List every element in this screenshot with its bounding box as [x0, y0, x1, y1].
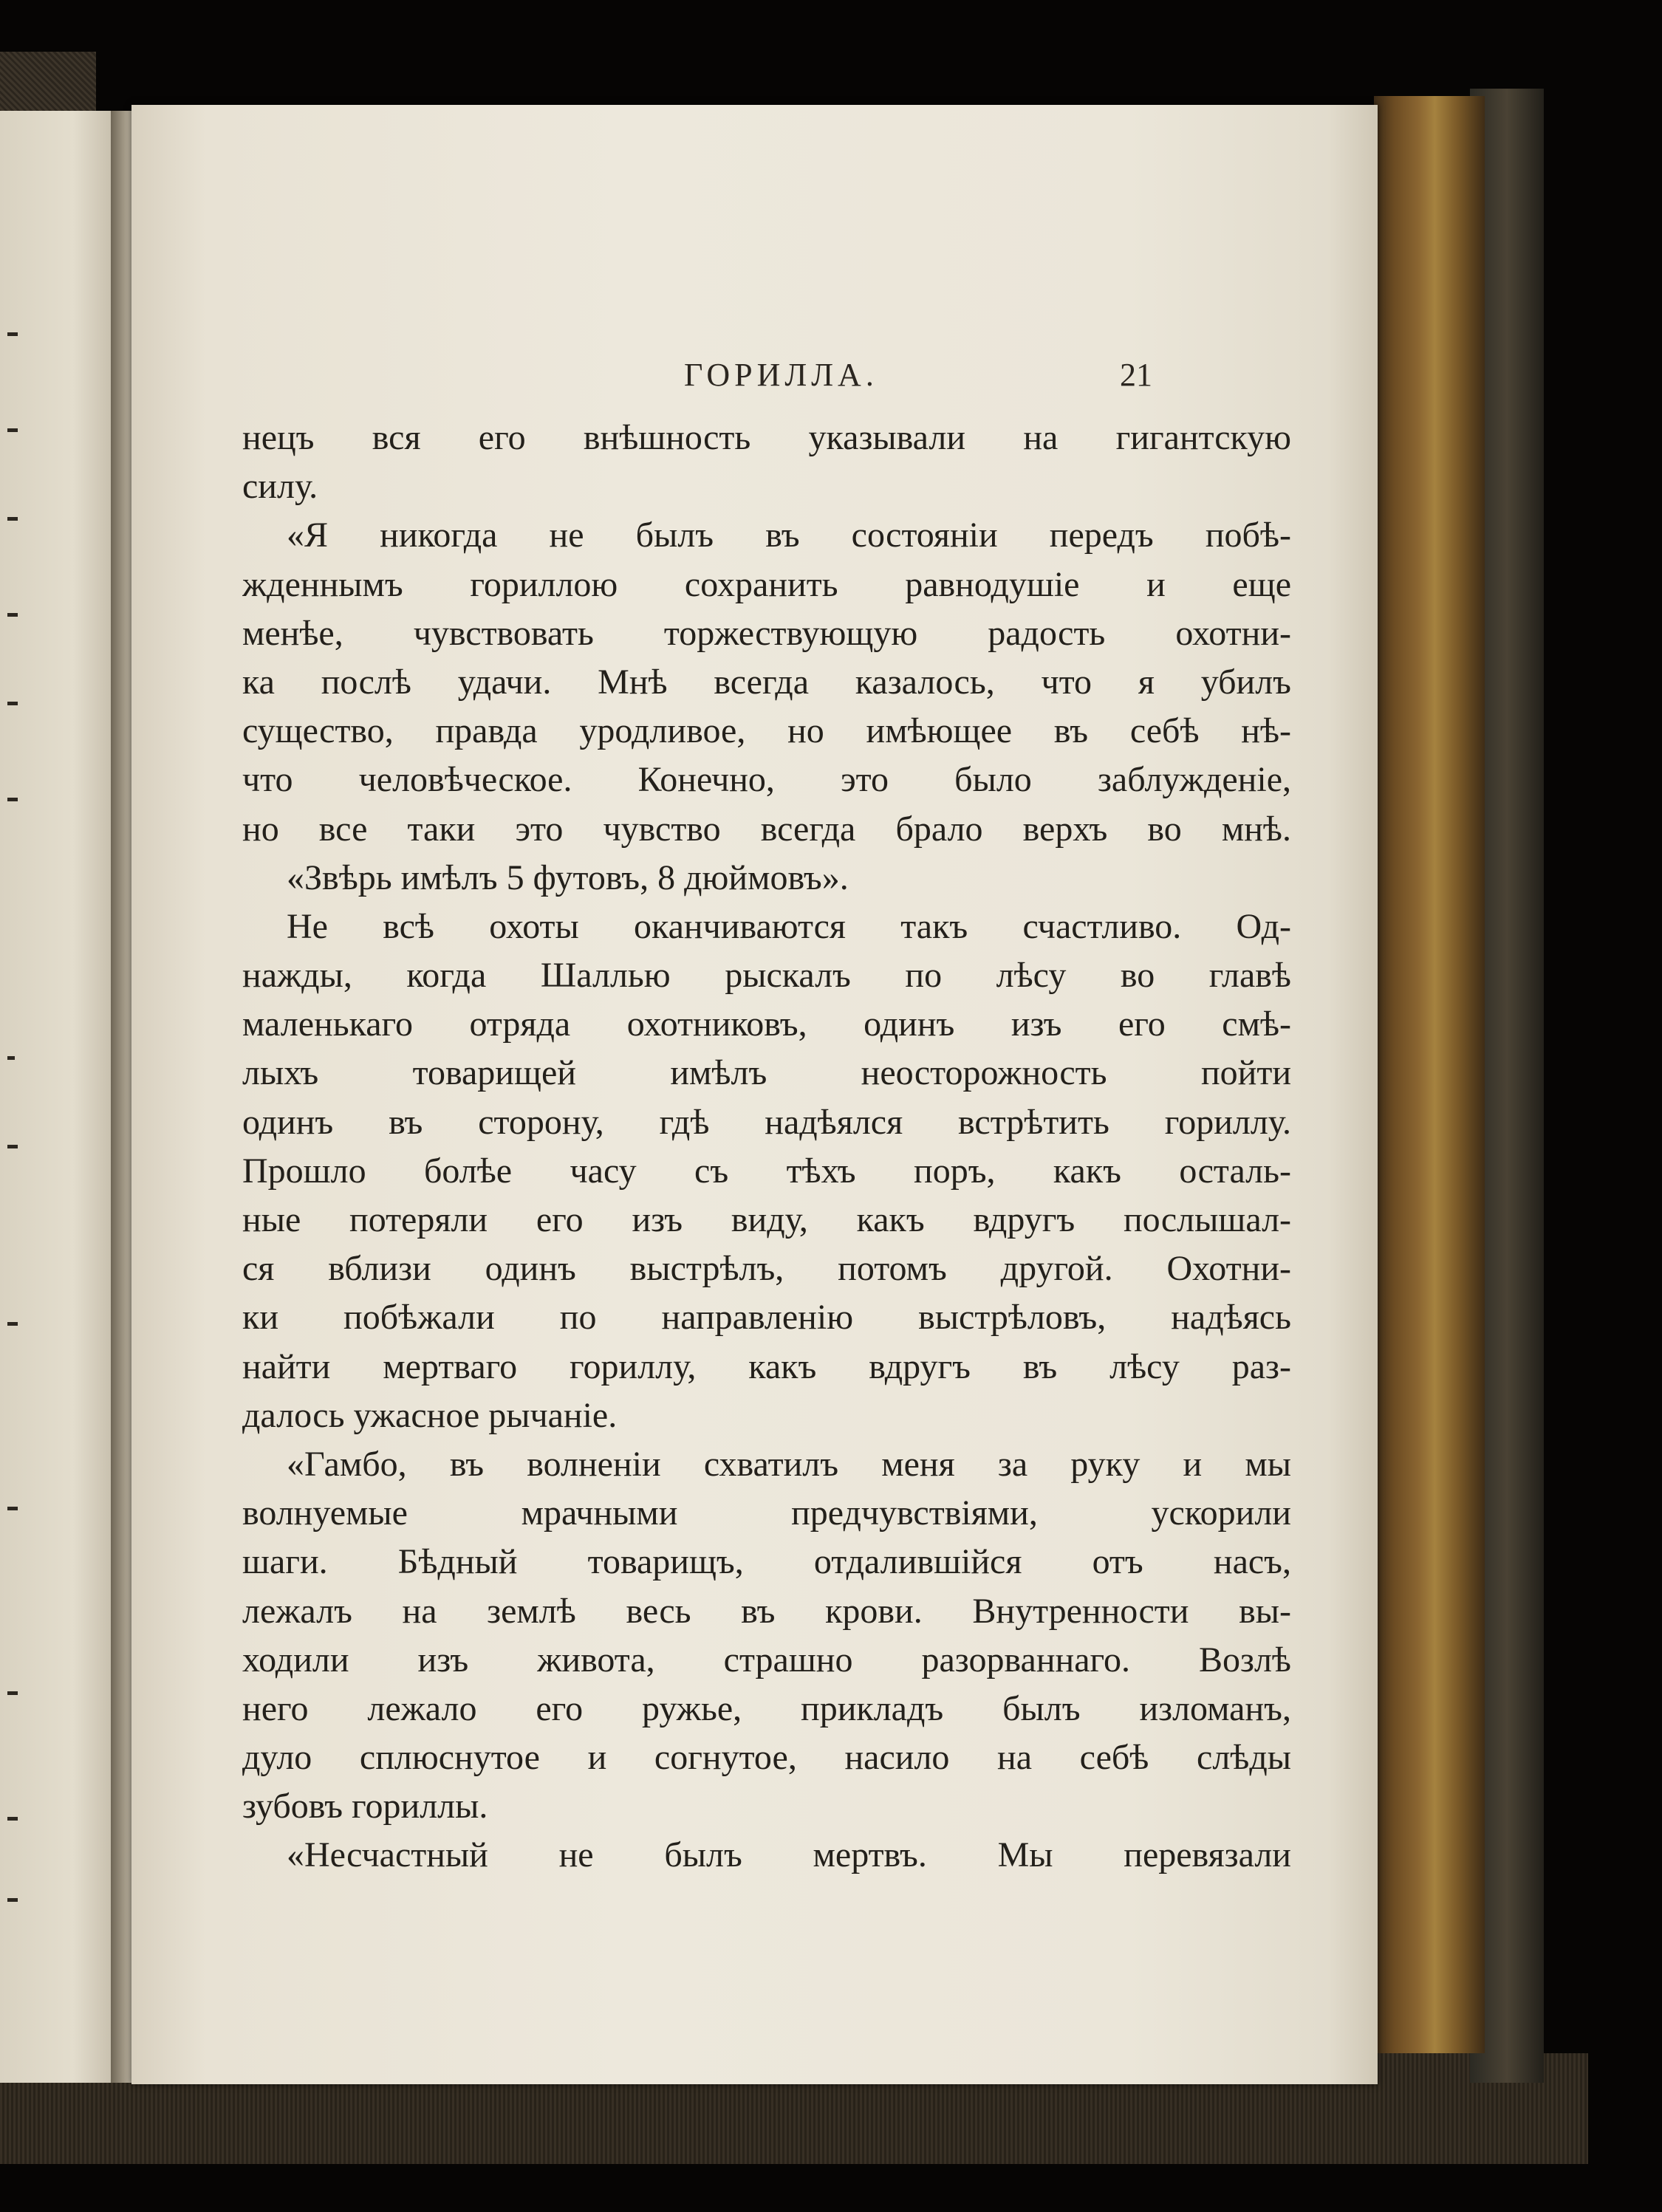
text-line: ся вблизи одинъ выстрѣлъ, потомъ другой. Охотни- — [242, 1249, 1291, 1289]
text-line: зубовъ гориллы. — [242, 1787, 488, 1826]
text-line: волнуемые мрачными предчувствiями, ускорили — [242, 1493, 1291, 1533]
text-line: нажды, когда Шаллью рыскалъ по лѣсу во главѣ — [242, 956, 1291, 996]
text-line: но все таки это чувство всегда брало верхъ во мнѣ. — [242, 809, 1291, 849]
text-line: лыхъ товарищей имѣлъ неосторожность пойти — [242, 1053, 1291, 1093]
text-line: ка послѣ удачи. Мнѣ всегда казалось, что я убилъ — [242, 662, 1291, 702]
left-page-text-fragment — [7, 1898, 18, 1902]
text-line: него лежало его ружье, прикладъ былъ изломанъ, — [242, 1688, 1291, 1728]
text-line: дуло сплюснутое и согнутое, насило на себѣ слѣды — [242, 1738, 1291, 1778]
text-line: существо, правда уродливое, но имѣющее въ себѣ нѣ- — [242, 711, 1291, 751]
left-page-text-fragment — [7, 1817, 18, 1821]
text-line: «Несчастный не былъ мертвъ. Мы перевязали — [287, 1835, 1291, 1875]
text-line: нецъ вся его внѣшность указывали на гигантскую — [242, 418, 1291, 457]
text-line: далось ужасное рычанiе. — [242, 1395, 618, 1435]
left-page-text-fragment — [7, 332, 18, 336]
left-page-text-fragment — [7, 798, 18, 801]
text-line: что человѣческое. Конечно, это было заблужденiе, — [242, 760, 1291, 800]
text-line: лежалъ на землѣ весь въ крови. Внутренности вы- — [242, 1591, 1291, 1631]
left-page-text-fragment — [7, 1507, 18, 1510]
text-line: жденнымъ гориллою сохранить равнодушiе и еще — [242, 564, 1291, 604]
body-text — [242, 414, 1291, 1880]
text-line: ные потеряли его изъ виду, какъ вдругъ послышал- — [242, 1200, 1291, 1239]
text-line: найти мертваго гориллу, какъ вдругъ въ лѣсу раз- — [242, 1346, 1291, 1386]
text-line: силу. — [242, 467, 318, 507]
text-line: шаги. Бѣдный товарищъ, отдалившiйся отъ насъ, — [242, 1542, 1291, 1582]
left-page-text-fragment — [7, 613, 18, 617]
left-page-text-fragment — [7, 1056, 15, 1060]
left-page-text-fragment — [7, 1691, 18, 1695]
book-page — [131, 105, 1378, 2084]
page-block-edge — [1374, 96, 1485, 2053]
text-line: Прошло болѣе часу съ тѣхъ поръ, какъ осталь- — [242, 1151, 1291, 1191]
text-line: маленькаго отряда охотниковъ, одинъ изъ его смѣ- — [242, 1004, 1291, 1044]
left-page-text-fragment — [7, 1322, 18, 1326]
left-page-text-fragment — [7, 1145, 18, 1148]
text-line: ки побѣжали по направленiю выстрѣловъ, надѣясь — [242, 1298, 1291, 1338]
page-header — [131, 356, 1378, 400]
left-page-text-fragment — [7, 517, 18, 521]
text-line: ходили изъ живота, страшно разорваннаго. Возлѣ — [242, 1640, 1291, 1679]
text-line: одинъ въ сторону, гдѣ надѣялся встрѣтить гориллу. — [242, 1102, 1291, 1142]
text-line: Не всѣ охоты оканчиваются такъ счастливо. Од- — [287, 906, 1291, 946]
left-page-text-fragment — [7, 428, 18, 432]
text-line: «Звѣрь имѣлъ 5 футовъ, 8 дюймовъ». — [287, 857, 849, 897]
text-line: «Я никогда не былъ въ состоянiи передъ побѣ- — [287, 516, 1291, 555]
text-line: менѣе, чувствовать торжествующую радость охотни- — [242, 613, 1291, 653]
running-head: ГОРИЛЛА. — [684, 357, 878, 393]
text-line: «Гамбо, въ волненiи схватилъ меня за руку и мы — [287, 1444, 1291, 1484]
page-number: 21 — [1120, 357, 1152, 393]
left-page — [0, 111, 122, 2083]
left-page-text-fragment — [7, 702, 18, 705]
